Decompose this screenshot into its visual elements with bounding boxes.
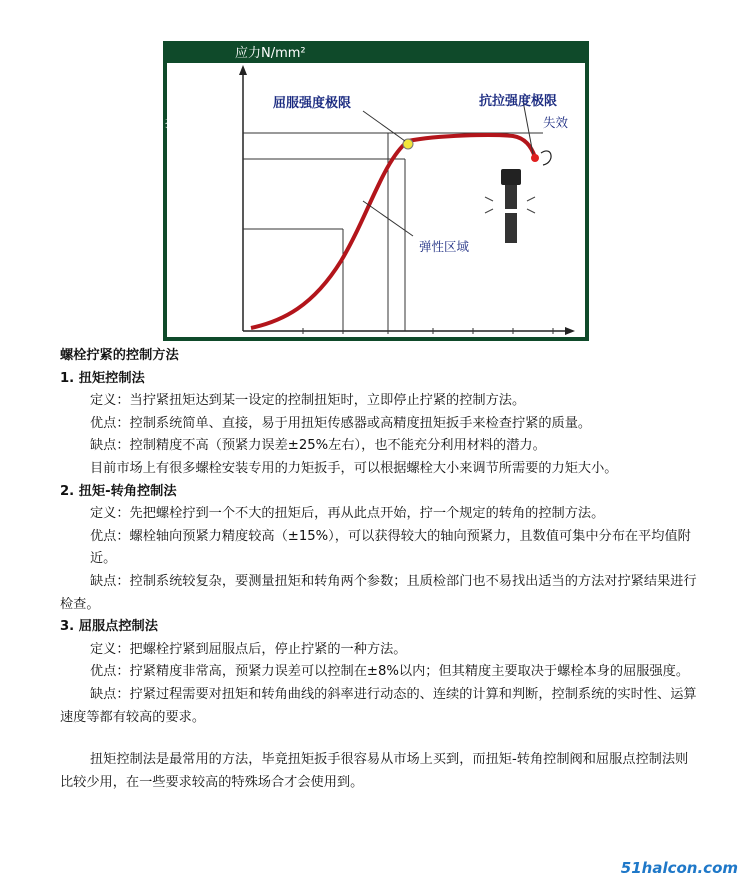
section-1-pros: 优点：控制系统简单、直接，易于用扭矩传感器或高精度扭矩扳手来检查拧紧的质量。 xyxy=(90,415,592,431)
failure-marker xyxy=(531,154,539,162)
tick-85-label: 85% xyxy=(185,153,214,168)
elastic-region-label: 弹性区域 xyxy=(419,239,470,254)
document-body xyxy=(60,345,700,794)
yield-limit-label: 屈服强度极限 xyxy=(273,96,352,111)
section-3-pros: 优点：拧紧精度非常高，预紧力误差可以控制在±8%以内；但其精度主要取决于螺栓本身的屈服强度。 xyxy=(90,664,690,680)
section-3-heading: 3. 屈服点控制法 xyxy=(60,619,158,635)
section-1-heading: 1. 扭矩控制法 xyxy=(60,370,145,386)
section-2-pros: 优点：螺栓轴向预紧力精度较高（±15%），可以获得较大的轴向预紧力，且数值可集中分布在平均值附近。 xyxy=(90,528,691,567)
section-2-cons: 缺点：控制系统较复杂，要测量扭矩和转角两个参数；且质检部门也不易找出适当的方法对拧紧结果进行检查。 xyxy=(60,573,697,612)
section-2-heading: 2. 扭矩-转角控制法 xyxy=(60,483,177,499)
site-watermark: 51halcon.com xyxy=(617,859,742,877)
doc-title: 螺栓拧紧的控制方法 xyxy=(60,348,179,363)
failure-label: 失效 xyxy=(543,115,569,130)
summary-paragraph: 扭矩控制法是最常用的方法，毕竟扭矩扳手很容易从市场上买到，而扭矩-转角控制阀和屈服点控制法则比较少用，在一些要求较高的特殊场合才会使用到。 xyxy=(60,752,689,790)
tensile-strength-label: 抗拉强度 xyxy=(165,115,216,130)
section-3-cons: 缺点：拧紧过程需要对扭矩和转角曲线的斜率进行动态的、连续的计算和判断，控制系统的实时性、运算速度等都有较高的要求。 xyxy=(60,686,697,725)
section-1-definition: 定义：当拧紧扭矩达到某一设定的控制扭矩时，立即停止拧紧的控制方法。 xyxy=(90,393,526,409)
stress-curve-figure xyxy=(163,41,589,341)
section-2-definition: 定义：先把螺栓拧到一个不大的扭矩后，再从此点开始，拧一个规定的转角的控制方法。 xyxy=(90,506,605,522)
section-1-cons: 缺点：控制精度不高（预紧力误差±25%左右），也不能充分利用材料的潜力。 xyxy=(90,438,546,454)
section-1-note: 目前市场上有很多螺栓安装专用的力矩扳手，可以根据螺栓大小来调节所需要的力矩大小。 xyxy=(90,460,618,476)
section-3-definition: 定义：把螺栓拧紧到屈服点后，停止拧紧的一种方法。 xyxy=(90,641,407,657)
tensile-limit-label: 抗拉强度极限 xyxy=(479,94,558,109)
tick-50-label: 50% xyxy=(185,223,214,238)
y-axis-label: 应力N/mm² xyxy=(235,46,306,61)
stress-curve-chart xyxy=(163,41,589,341)
